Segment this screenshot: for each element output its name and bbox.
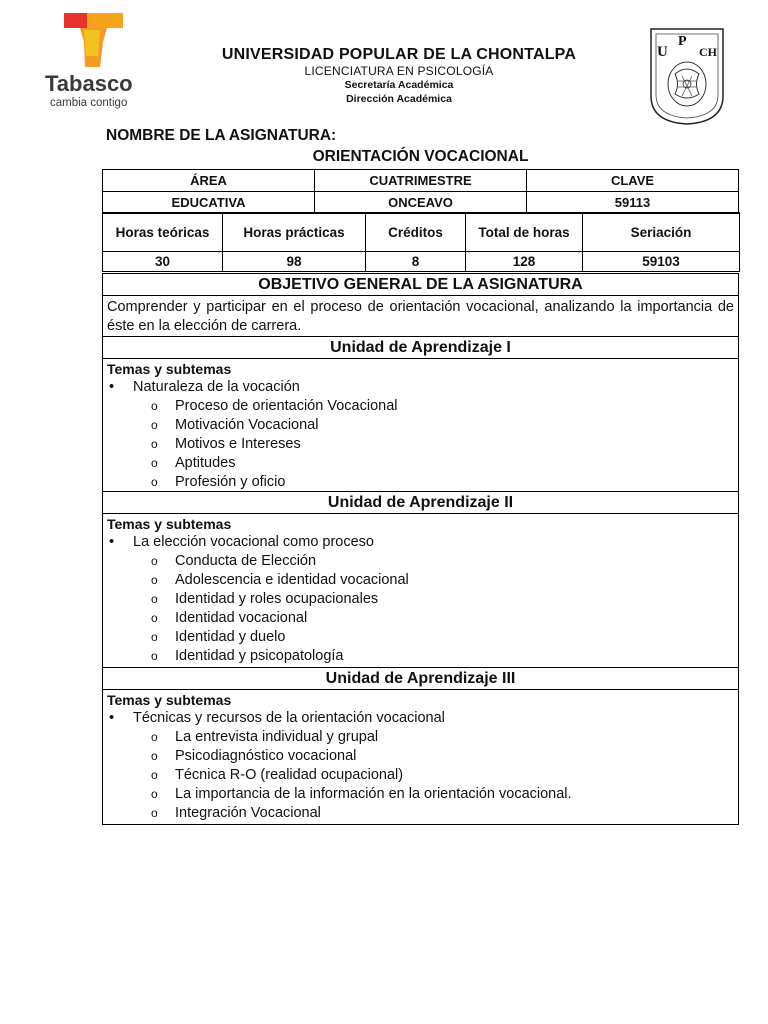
info-table bbox=[102, 169, 739, 214]
topic-item: • La elección vocacional como proceso bbox=[107, 533, 734, 552]
hours-value-cell: 98 bbox=[223, 252, 366, 272]
info-header-cell: ÁREA bbox=[103, 170, 315, 192]
hours-header-cell: Horas teóricas bbox=[103, 213, 223, 252]
topic-item: • Naturaleza de la vocación bbox=[107, 378, 734, 397]
subtopic-item: o Técnica R-O (realidad ocupacional) bbox=[107, 766, 734, 785]
hours-header-cell: Créditos bbox=[366, 213, 466, 252]
info-value-cell: 59113 bbox=[527, 192, 739, 214]
info-value-cell: ONCEAVO bbox=[315, 192, 527, 214]
unit-topics bbox=[103, 514, 738, 667]
subtopic-item: o Identidad y psicopatología bbox=[107, 647, 734, 666]
degree-name: LICENCIATURA EN PSICOLOGÍA bbox=[304, 64, 494, 78]
info-header-cell: CUATRIMESTRE bbox=[315, 170, 527, 192]
subtopic-item: o La entrevista individual y grupal bbox=[107, 728, 734, 747]
objective-text: Comprender y participar en el proceso de orientación vocacional, analizando la importancia de éste en la elección de carrera. bbox=[107, 299, 734, 334]
info-header-cell: CLAVE bbox=[527, 170, 739, 192]
hours-header-cell: Seriación bbox=[583, 213, 740, 252]
subtopic-item: o Integración Vocacional bbox=[107, 804, 734, 823]
unit-title: Unidad de Aprendizaje III bbox=[103, 667, 738, 690]
hours-header-cell: Total de horas bbox=[466, 213, 583, 252]
svg-text:CH: CH bbox=[699, 45, 717, 59]
topic-item: • Técnicas y recursos de la orientación vocacional bbox=[107, 709, 734, 728]
subtopic-item: o La importancia de la información en la orientación vocacional. bbox=[107, 785, 734, 804]
svg-text:P: P bbox=[678, 34, 687, 49]
subtopic-item: o Identidad y duelo bbox=[107, 628, 734, 647]
hours-table bbox=[102, 212, 740, 272]
svg-text:cambia contigo: cambia contigo bbox=[50, 97, 128, 109]
svg-text:Tabasco: Tabasco bbox=[45, 71, 133, 96]
office-secretaria: Secretaría Académica bbox=[344, 79, 454, 91]
info-value-cell: EDUCATIVA bbox=[103, 192, 315, 214]
document-header bbox=[190, 46, 608, 106]
subtopic-item: o Motivos e Intereses bbox=[107, 435, 734, 454]
syllabus-content bbox=[102, 273, 739, 825]
hours-value-cell: 8 bbox=[366, 252, 466, 272]
subtopic-item: o Psicodiagnóstico vocacional bbox=[107, 747, 734, 766]
subtopic-item: o Identidad y roles ocupacionales bbox=[107, 590, 734, 609]
svg-text:U: U bbox=[657, 44, 668, 60]
objective-title: OBJETIVO GENERAL DE LA ASIGNATURA bbox=[103, 273, 738, 296]
subtopic-item: o Motivación Vocacional bbox=[107, 416, 734, 435]
topics-label: Temas y subtemas bbox=[107, 516, 232, 532]
hours-value-cell: 30 bbox=[103, 252, 223, 272]
course-name: ORIENTACIÓN VOCACIONAL bbox=[312, 148, 529, 165]
course-label: NOMBRE DE LA ASIGNATURA: bbox=[106, 127, 337, 144]
office-direccion: Dirección Académica bbox=[346, 93, 452, 105]
unit-topics bbox=[103, 690, 738, 824]
subtopic-item: o Identidad vocacional bbox=[107, 609, 734, 628]
subtopic-item: o Adolescencia e identidad vocacional bbox=[107, 571, 734, 590]
tabasco-logo bbox=[40, 12, 150, 112]
unit-title: Unidad de Aprendizaje I bbox=[103, 336, 738, 359]
hours-value-cell: 128 bbox=[466, 252, 583, 272]
topics-label: Temas y subtemas bbox=[107, 361, 232, 377]
university-name: UNIVERSIDAD POPULAR DE LA CHONTALPA bbox=[221, 46, 577, 63]
upch-seal-logo bbox=[648, 26, 726, 126]
unit-title: Unidad de Aprendizaje II bbox=[103, 491, 738, 514]
subtopic-item: o Conducta de Elección bbox=[107, 552, 734, 571]
topics-label: Temas y subtemas bbox=[107, 692, 232, 708]
subtopic-item: o Profesión y oficio bbox=[107, 473, 734, 492]
subtopic-item: o Proceso de orientación Vocacional bbox=[107, 397, 734, 416]
unit-topics bbox=[103, 359, 738, 491]
hours-header-cell: Horas prácticas bbox=[223, 213, 366, 252]
subtopic-item: o Aptitudes bbox=[107, 454, 734, 473]
hours-value-cell: 59103 bbox=[583, 252, 740, 272]
